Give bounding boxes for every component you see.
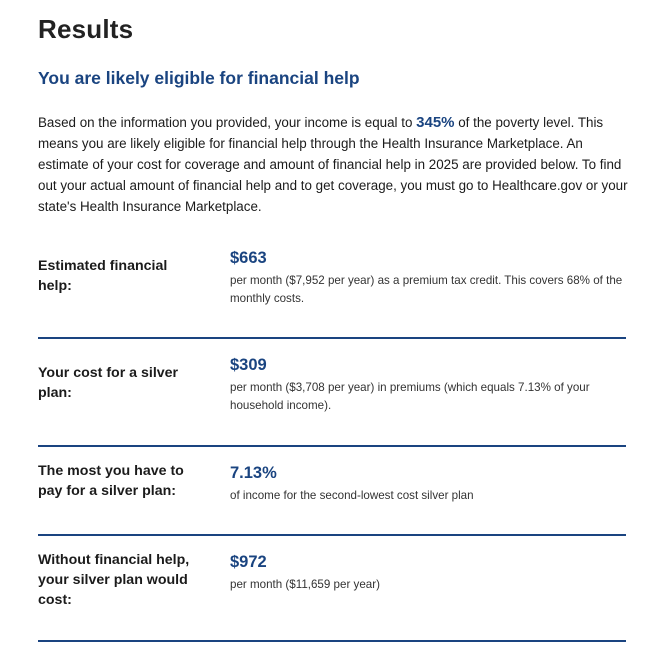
- silver-plan-cost-amount: $309: [230, 356, 267, 374]
- intro-paragraph: [38, 112, 628, 217]
- silver-plan-cost-description: per month ($3,708 per year) in premiums (which equals 7.13% of your household income).: [230, 381, 590, 412]
- silver-plan-cost-row: [38, 337, 626, 447]
- row-label: Without financial help, your silver plan would cost:: [38, 552, 190, 608]
- estimated-financial-help-row: [38, 242, 626, 339]
- without-help-cost-row: [38, 534, 626, 642]
- row-label: The most you have to pay for a silver plan:: [38, 463, 184, 499]
- row-value: [230, 552, 626, 594]
- without-help-description: per month ($11,659 per year): [230, 578, 380, 591]
- row-label: Estimated financial help:: [38, 258, 168, 294]
- max-silver-plan-row: [38, 445, 626, 536]
- intro-text-after: of the poverty level. This means you are likely eligible for financial help through the Health Insurance Marketplace. An estimate of your cost for coverage and amount of financial help in 2025 are provided below. To find out your actual amount of financial help and to get coverage, you must go to Healthcare.gov or your state's Health Insurance Marketplace.: [38, 115, 628, 214]
- eligibility-heading: You are likely eligible for financial help: [38, 68, 360, 88]
- intro-text-before: Based on the information you provided, your income is equal to: [38, 115, 417, 130]
- max-silver-plan-percent: 7.13%: [230, 464, 277, 482]
- row-label: Your cost for a silver plan:: [38, 365, 179, 401]
- financial-help-description: per month ($7,952 per year) as a premium tax credit. This covers 68% of the monthly costs.: [230, 274, 623, 305]
- page-title: Results: [38, 14, 134, 44]
- row-value: [230, 463, 626, 505]
- max-silver-plan-description: of income for the second-lowest cost silver plan: [230, 489, 474, 502]
- without-help-amount: $972: [230, 553, 267, 571]
- poverty-level-percent: 345%: [416, 114, 455, 131]
- row-value: [230, 248, 626, 308]
- financial-help-amount: $663: [230, 249, 267, 267]
- row-value: [230, 355, 626, 415]
